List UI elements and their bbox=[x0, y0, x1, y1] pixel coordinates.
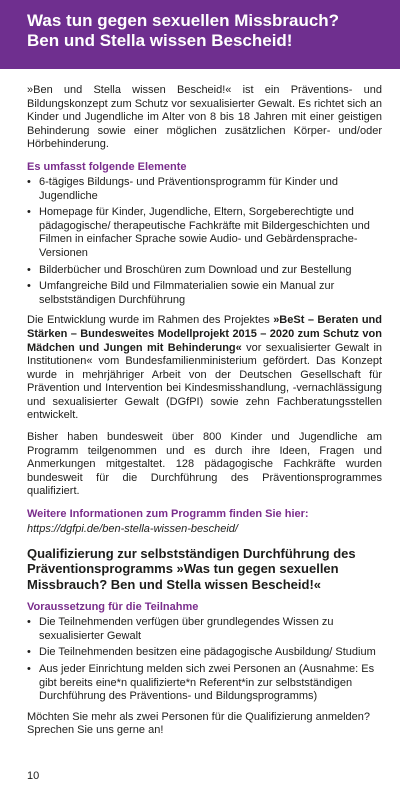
project-name: »BeSt – Beraten und Stärken – Bundesweites Modellprojekt 2015 – 2020 zum Schutz von Mädchen und Jungen mit Behinderung« bbox=[27, 314, 382, 354]
list-item: • 6-tägiges Bildungs- und Präventionsprogramm für Kinder und Jugendliche bbox=[27, 176, 382, 203]
requirements-heading: Voraussetzung für die Teilnahme bbox=[27, 601, 199, 614]
page-header bbox=[0, 0, 400, 69]
reach-paragraph: Bisher haben bundesweit über 800 Kinder und Jugendliche am Programm teilgenommen und es durch ihre Ideen, Fragen und Anmerkungen mitgestaltet. 128 pädagogische Fachkräfte wurden bundesweit für die Durchführung des Präventionsprogrammes qualifiziert. bbox=[27, 431, 382, 498]
page-number: 10 bbox=[27, 770, 40, 782]
qualification-title: Qualifizierung zur selbstständigen Durchführung des Präventionsprogramms »Was tun gegen sexuellen Missbrauch? Ben und Stella wissen Bescheid!« bbox=[27, 545, 356, 592]
list-item: • Bilderbücher und Broschüren zum Download und zur Bestellung bbox=[27, 264, 382, 278]
intro-paragraph: »Ben und Stella wissen Bescheid!« ist ein Präventions- und Bildungskonzept zum Schutz vor sexualisierter Gewalt. Es richtet sich an Kinder und Jugendliche im Alter von 8 bis 18 Jahren mit einer geistigen Behinderung sowie einer möglichen zusätzlichen Körper- und/oder Hörbehinderung. bbox=[27, 84, 382, 151]
development-paragraph bbox=[27, 314, 382, 423]
requirements-list bbox=[27, 616, 382, 704]
list-item: • Umfangreiche Bild und Filmmaterialien sowie ein Manual zur selbstständigen Durchführung bbox=[27, 280, 382, 307]
development-text-1: Die Entwicklung wurde im Rahmen des Projektes bbox=[27, 314, 274, 327]
title-line-1: Was tun gegen sexuellen Missbrauch? bbox=[27, 11, 340, 30]
page-title bbox=[27, 11, 382, 51]
more-info-heading: Weitere Informationen zum Programm finden Sie hier: bbox=[27, 508, 309, 521]
list-item: • Die Teilnehmenden verfügen über grundlegendes Wissen zu sexualisierter Gewalt bbox=[27, 616, 382, 643]
main-content bbox=[0, 69, 400, 738]
list-item: • Die Teilnehmenden besitzen eine pädagogische Ausbildung/ Studium bbox=[27, 646, 382, 660]
elements-heading: Es umfasst folgende Elemente bbox=[27, 160, 187, 173]
list-item: • Aus jeder Einrichtung melden sich zwei Personen an (Ausnahme: Es gibt bereits eine*n qualifizierte*n Referent*in zur selbstständigen Durchführung des Präventions- und Bildungsprogramms) bbox=[27, 663, 382, 704]
development-text-2: vor sexualisierter Gewalt in Institutionen« vom Bundesfamilienministerium gefördert. Das Konzept wurde in mehrjähriger Arbeit von der Deutschen Gesellschaft für Prävention und Intervention bei Kindesmisshandlung, -vernachlässigung und sexualisierter Gewalt (DGfPI) sowie zehn Fachberatungsstellen entwickelt. bbox=[27, 341, 383, 422]
info-link[interactable]: https://dgfpi.de/ben-stella-wissen-bescheid/ bbox=[27, 523, 238, 536]
title-line-2: Ben und Stella wissen Bescheid! bbox=[27, 31, 293, 50]
elements-list bbox=[27, 176, 382, 307]
list-item: • Homepage für Kinder, Jugendliche, Eltern, Sorgeberechtigte und pädagogische/ therapeutische Fachkräfte mit Bildergeschichten und Filmen in einfacher Sprache sowie Audio- und Gebärdensprache-Versionen bbox=[27, 206, 382, 260]
closing-paragraph: Möchten Sie mehr als zwei Personen für die Qualifizierung anmelden? Sprechen Sie uns gerne an! bbox=[27, 710, 371, 737]
